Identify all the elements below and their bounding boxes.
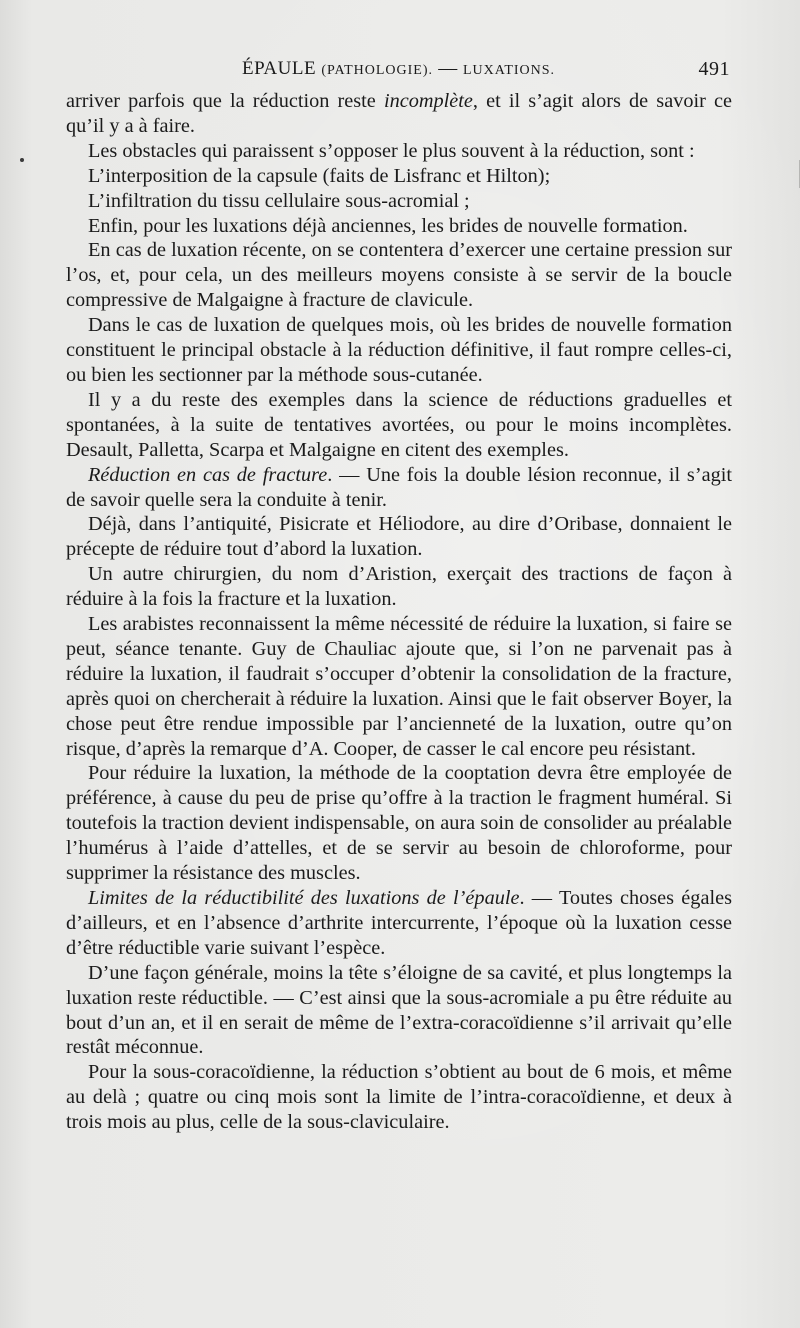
running-title — [242, 58, 555, 80]
title-main: ÉPAULE — [242, 58, 317, 79]
paragraph — [66, 89, 732, 139]
italic-run: Réduction en cas de fracture — [88, 463, 328, 486]
page-number: 491 — [698, 58, 730, 80]
running-header — [66, 58, 734, 84]
text-run: arriver parfois que la réduction reste — [66, 90, 384, 112]
text-run: Pour la sous-coracoïdienne, la réduction s’obtient au bout de 6 mois, et même au delà ; quatre ou cinq mois sont la limite de l’intra-coracoïdienne, et deux à trois mois au plus, celle de la sous-claviculaire. — [66, 1061, 732, 1134]
text-run: Déjà, dans l’antiquité, Pisicrate et Héliodore, au dire d’Oribase, donnaient le précepte de réduire tout d’abord la luxation. — [66, 513, 732, 561]
ink-speck — [20, 158, 24, 162]
paragraph — [66, 214, 732, 239]
title-parenthetical: (PATHOLOGIE). — [321, 63, 433, 78]
paragraph — [66, 388, 732, 463]
paragraph — [66, 512, 732, 562]
text-run: . — Toutes choses égales d’ailleurs, et en l’absence d’arthrite intercurrente, l’époque où la luxation cesse d’être réductible varie suivant l’espèce. — [66, 887, 732, 959]
title-separator: — — [438, 58, 458, 79]
title-section: LUXATIONS. — [463, 63, 556, 78]
text-run: Un autre chirurgien, du nom d’Aristion, exerçait des tractions de façon à réduire à la fois la fracture et la luxation. — [66, 563, 732, 611]
paragraph — [66, 189, 732, 214]
paragraph — [66, 1060, 732, 1135]
body-text — [66, 89, 732, 1135]
text-run: Dans le cas de luxation de quelques mois, où les brides de nouvelle formation constituent le principal obstacle à la réduction définitive, il faut rompre celles-ci, ou bien les sectionner par la méthode sous-cutanée. — [66, 314, 732, 386]
text-run: Il y a du reste des exemples dans la science de réductions graduelles et spontanées, à la suite de tentatives avortées, ou pour le moins incomplètes. Desault, Palletta, Scarpa et Malgaigne en citent des exemples. — [66, 388, 732, 461]
text-run: En cas de luxation récente, on se contentera d’exercer une certaine pression sur l’os, et, pour cela, un des meilleurs moyens consiste à se servir de la boucle compressive de Malgaigne à fracture de clavicule. — [66, 239, 732, 312]
text-run: Les arabistes reconnaissent la même nécessité de réduire la luxation, si faire se peut, séance tenante. Guy de Chauliac ajoute que, si l’on ne parvenait pas à réduire la luxation, il faudrait s’occuper d’obtenir la consolidation de la fracture, après quoi on chercherait à réduire la luxation. Ainsi que le fait observer Boyer, la chose peut être rendue impossible par l’ancienneté de la luxation, outre qu’on risque, d’après la remarque d’A. Cooper, de casser le cal encore peu résistant. — [66, 613, 732, 760]
text-run: Les obstacles qui paraissent s’opposer le plus souvent à la réduction, sont : — [88, 139, 695, 162]
text-run: L’interposition de la capsule (faits de Lisfranc et Hilton); — [88, 164, 551, 187]
paragraph — [66, 313, 732, 388]
paragraph — [66, 886, 732, 961]
text-run: Enfin, pour les luxations déjà anciennes, les brides de nouvelle formation. — [88, 214, 688, 237]
paragraph — [66, 164, 732, 189]
paragraph — [66, 139, 732, 164]
italic-run: Limites de la réductibilité des luxations de l’épaule — [88, 887, 520, 909]
text-run: D’une façon générale, moins la tête s’éloigne de sa cavité, et plus longtemps la luxation reste réductible. — C’est ainsi que la sous-acromiale a pu être réduite au bout d’un an, et il en serait de même de l’extra-coracoïdienne s’il arrivait qu’elle restât méconnue. — [66, 961, 732, 1059]
paragraph — [66, 238, 732, 313]
text-run: L’infiltration du tissu cellulaire sous-acromial ; — [88, 189, 470, 212]
paragraph — [66, 961, 732, 1061]
paragraph — [66, 761, 732, 886]
text-run: . — Une fois la double lésion reconnue, il s’agit de savoir quelle sera la conduite à tenir. — [66, 463, 732, 511]
italic-run: incomplète — [383, 90, 473, 112]
paragraph — [66, 612, 732, 761]
text-run: , et il s’agit alors de savoir ce qu’il y a à faire. — [66, 90, 732, 137]
text-run: Pour réduire la luxation, la méthode de la cooptation devra être employée de préférence, à cause du peu de prise qu’offre à la traction le fragment huméral. Si toutefois la traction devient indispensable, on aura soin de consolider au préalable l’humérus à l’aide d’attelles, et de se servir au besoin de chloroforme, pour supprimer la résistance des muscles. — [66, 762, 732, 885]
paragraph — [66, 562, 732, 612]
paragraph — [66, 463, 732, 513]
